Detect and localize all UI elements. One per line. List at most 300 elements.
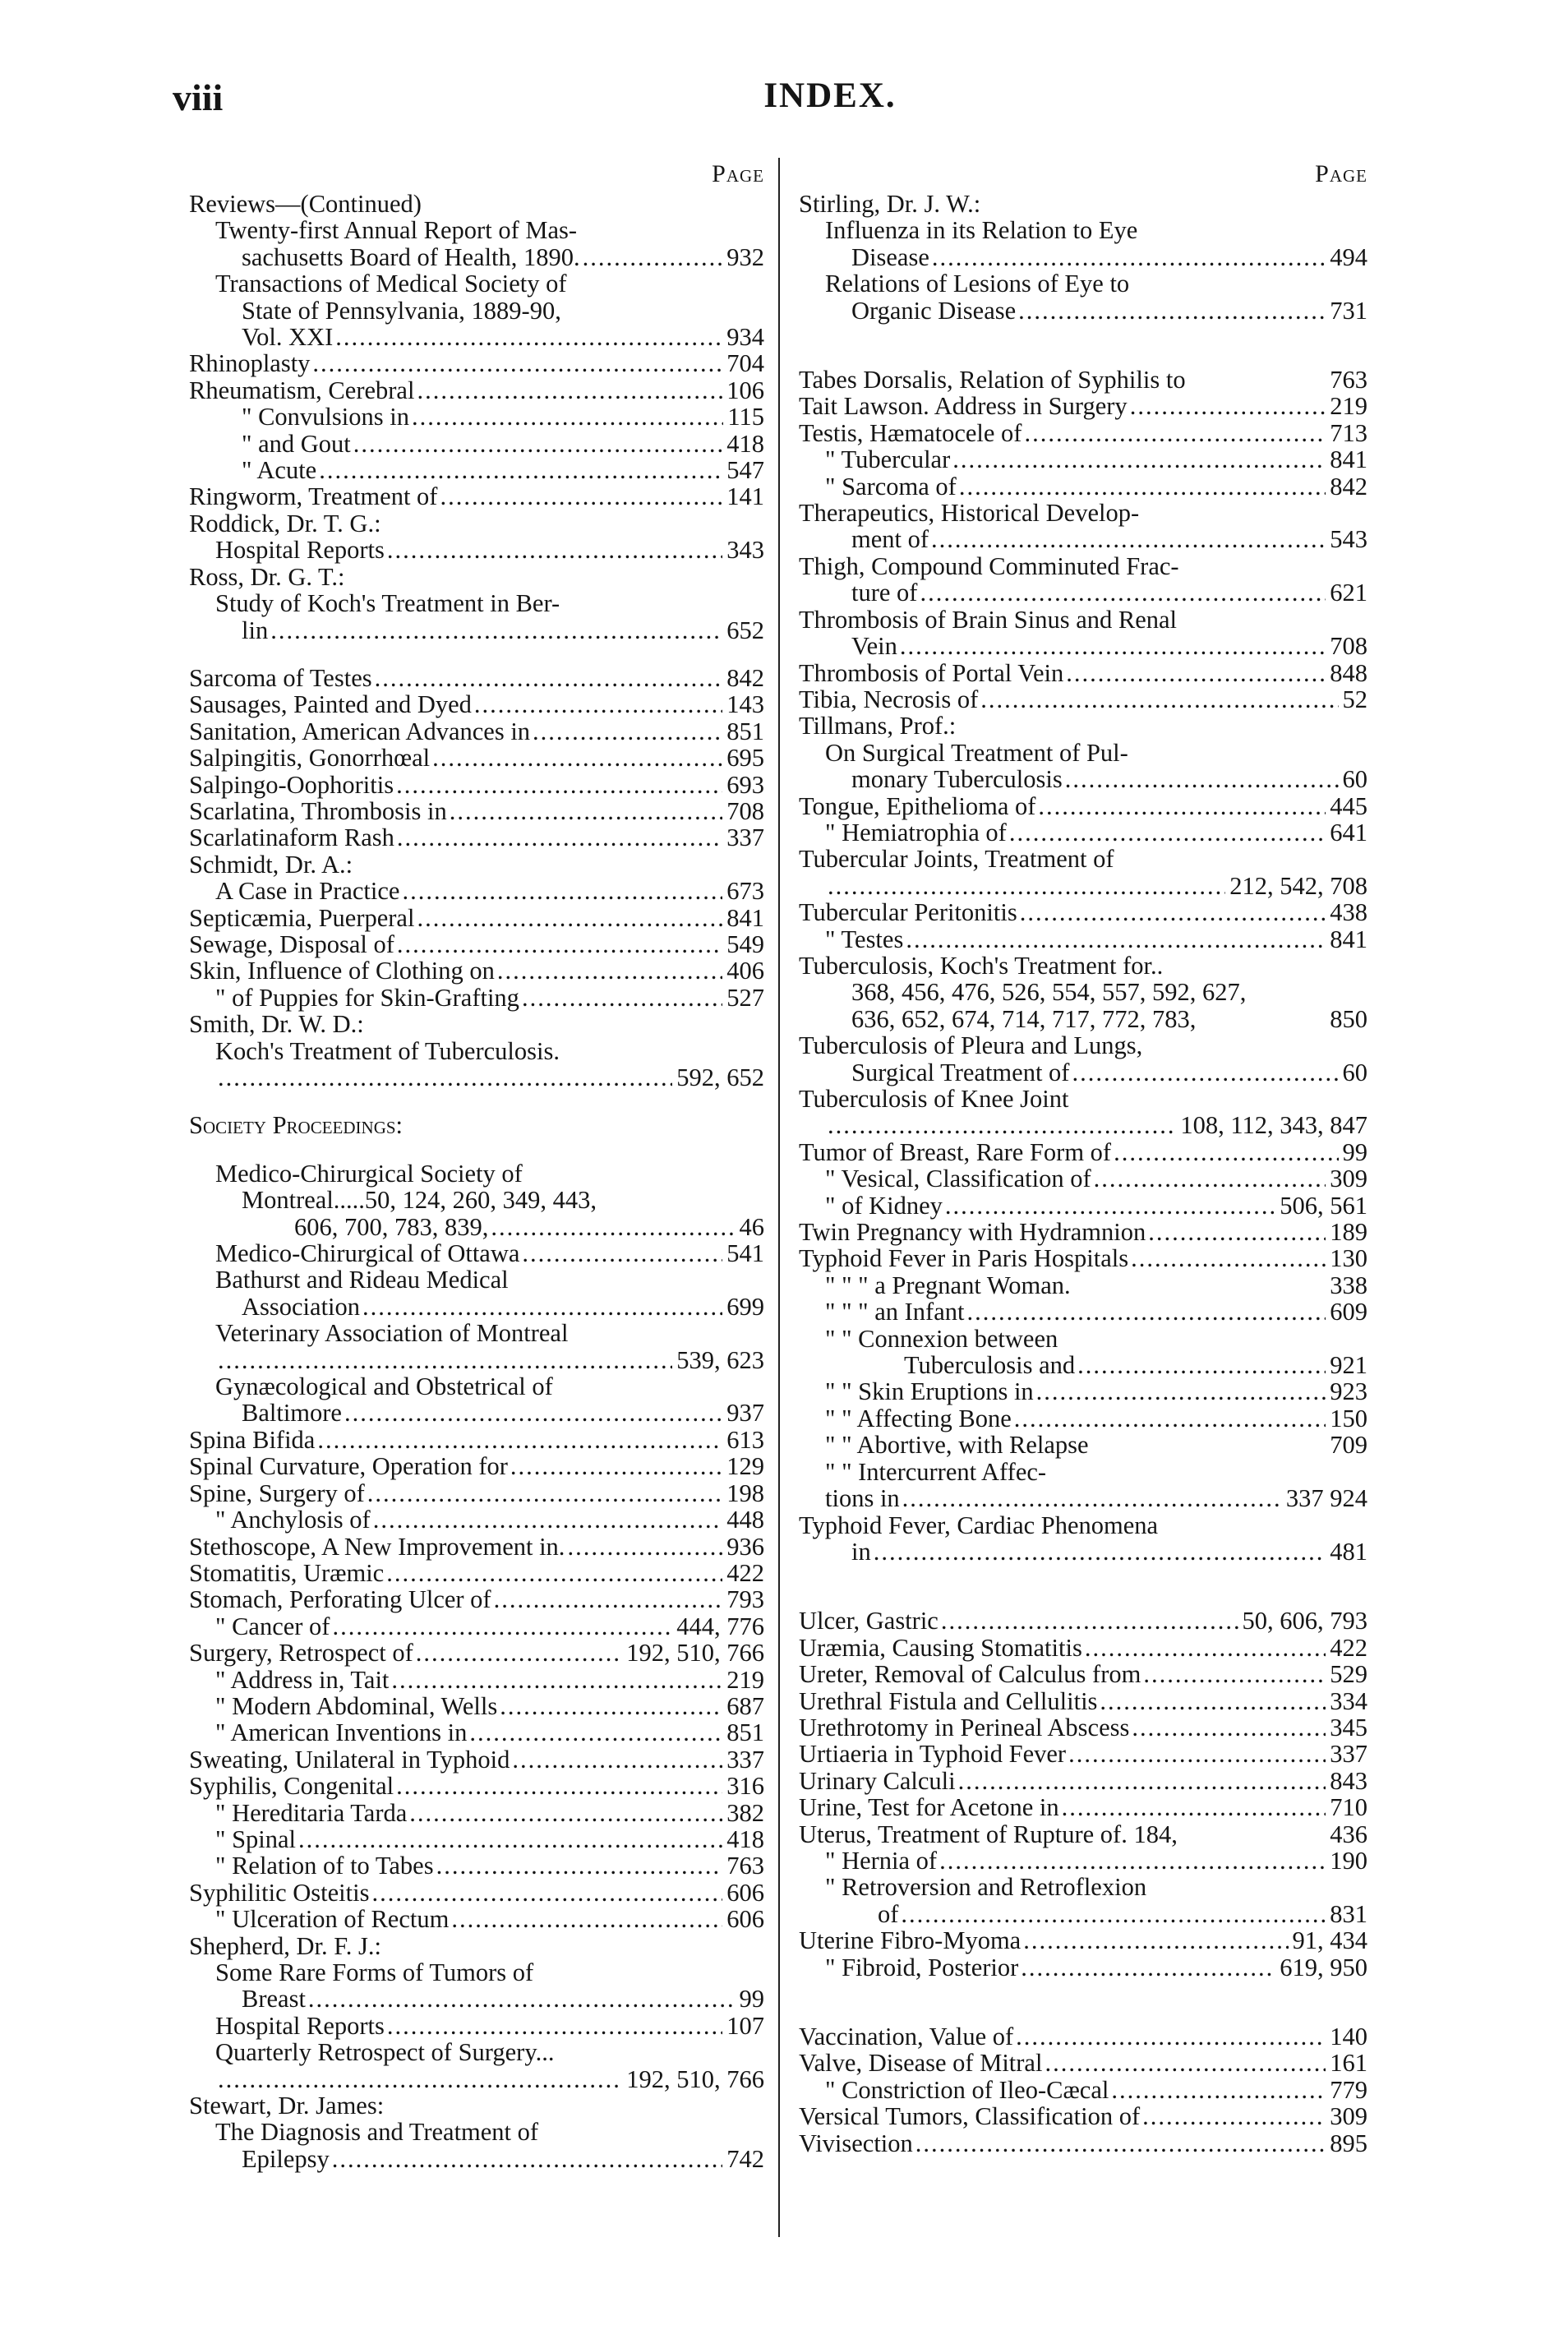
- entry-page-numbers: 436: [1330, 1820, 1367, 1848]
- index-entry: [189, 1187, 764, 1213]
- dot-leader: [317, 1427, 722, 1453]
- entry-page-numbers: 547: [726, 456, 764, 485]
- entry-text: Syphilis, Congenital: [189, 1772, 394, 1801]
- index-entry: [189, 1160, 764, 1187]
- dot-leader: [1020, 899, 1326, 925]
- entry-page-numbers: 687: [726, 1691, 764, 1720]
- index-entry: [799, 1635, 1367, 1661]
- index-entry: [799, 1512, 1367, 1538]
- entry-text: " Ulceration of Rectum: [215, 1905, 450, 1934]
- index-entry: [799, 740, 1367, 766]
- entry-text: Smith, Dr. W. D.:: [189, 1010, 364, 1039]
- entry-text: Sewage, Disposal of: [189, 930, 394, 958]
- entry-text: Stirling, Dr. J. W.:: [799, 190, 981, 218]
- entry-text: Koch's Treatment of Tuberculosis.: [215, 1036, 560, 1065]
- entry-page-numbers: 309: [1330, 2102, 1367, 2131]
- entry-text: Hospital Reports: [215, 2011, 385, 2040]
- left-index-column: [189, 158, 764, 2245]
- dot-leader: [1085, 1635, 1326, 1661]
- index-entry: [189, 1880, 764, 1906]
- dot-leader: [1077, 1352, 1326, 1378]
- index-entry: [799, 1538, 1367, 1565]
- entry-page-numbers: 709: [1330, 1431, 1367, 1460]
- index-entry: [799, 298, 1367, 324]
- index-entry: [189, 1719, 764, 1746]
- entry-text: " Acute: [242, 456, 317, 485]
- entry-page-numbers: 192, 510, 766: [626, 1639, 764, 1668]
- entry-page-numbers: 382: [726, 1798, 764, 1827]
- dot-leader: [966, 1299, 1326, 1325]
- index-entry: [799, 2103, 1367, 2129]
- dot-leader: [417, 377, 722, 404]
- index-entry: [799, 1954, 1367, 1981]
- entry-gap: [189, 644, 764, 665]
- entry-page-numbers: 921: [1330, 1351, 1367, 1380]
- dot-leader: [901, 1901, 1326, 1927]
- index-entry: [799, 1874, 1367, 1900]
- index-entry: [799, 1112, 1367, 1138]
- index-entry: [799, 1219, 1367, 1245]
- entry-page-numbers: 609: [1330, 1298, 1367, 1326]
- index-entry: [189, 1427, 764, 1453]
- entry-text: Organic Disease: [851, 296, 1017, 325]
- entry-text: " Fibroid, Posterior: [825, 1953, 1019, 1981]
- dot-leader: [450, 798, 723, 824]
- index-entry: [799, 1768, 1367, 1794]
- index-entry: [189, 1240, 764, 1266]
- dot-leader: [1024, 420, 1326, 446]
- entry-text: Thrombosis of Brain Sinus and Renal: [799, 605, 1178, 634]
- index-entry: [799, 420, 1367, 446]
- index-entry: [189, 1214, 764, 1240]
- entry-text: Typhoid Fever in Paris Hospitals: [799, 1244, 1129, 1273]
- entry-text: ture of: [851, 579, 918, 607]
- index-entry: [799, 473, 1367, 500]
- entry-page-numbers: 851: [726, 1718, 764, 1747]
- entry-text: Valve, Disease of Mitral: [799, 2049, 1043, 2078]
- entry-text: Spine, Surgery of: [189, 1478, 365, 1507]
- dot-leader: [900, 633, 1326, 659]
- entry-page-numbers: 422: [726, 1558, 764, 1587]
- entry-text: " " Skin Eruptions in: [825, 1377, 1034, 1406]
- entry-text: Tait Lawson. Address in Surgery: [799, 392, 1128, 421]
- dot-leader: [409, 1800, 722, 1826]
- running-title: INDEX.: [763, 76, 897, 115]
- entry-page-numbers: 923: [1330, 1377, 1367, 1406]
- entry-text: Epilepsy: [242, 2144, 330, 2173]
- index-entry: [189, 1112, 764, 1138]
- entry-text: sachusetts Board of Health, 1890.: [242, 242, 580, 271]
- index-entry: [189, 1640, 764, 1666]
- entry-text: Uterus, Treatment of Rupture of. 184,: [799, 1820, 1178, 1848]
- entry-page-numbers: 309: [1330, 1165, 1367, 1193]
- dot-leader: [218, 2066, 622, 2092]
- index-entry: [799, 2023, 1367, 2050]
- index-entry: [189, 1560, 764, 1586]
- index-entry: [189, 1826, 764, 1852]
- entry-text: " " Abortive, with Relapse: [825, 1431, 1089, 1460]
- entry-text: On Surgical Treatment of Pul-: [825, 738, 1128, 767]
- index-entry: [799, 2130, 1367, 2157]
- entry-text: Thigh, Compound Comminuted Frac-: [799, 551, 1179, 580]
- dot-leader: [312, 350, 722, 376]
- index-entry: [799, 1741, 1367, 1767]
- index-entry: [799, 1485, 1367, 1511]
- entry-page-numbers: 763: [726, 1852, 764, 1880]
- dot-leader: [1094, 1165, 1326, 1192]
- entry-page-numbers: 831: [1330, 1899, 1367, 1928]
- index-entry: [189, 691, 764, 717]
- dot-leader: [391, 1667, 722, 1693]
- index-entry: [799, 1847, 1367, 1874]
- entry-page-numbers: 641: [1330, 818, 1367, 846]
- dot-leader: [218, 1064, 672, 1091]
- entry-text: of: [878, 1899, 899, 1928]
- index-entry: [799, 244, 1367, 270]
- index-entry: [189, 931, 764, 957]
- entry-text: " " " a Pregnant Woman.: [825, 1271, 1071, 1299]
- dot-leader: [335, 324, 722, 350]
- index-entry: [799, 526, 1367, 552]
- entry-text: Roddick, Dr. T. G.:: [189, 509, 381, 537]
- index-entry: [189, 431, 764, 457]
- entry-page-numbers: 932: [726, 242, 764, 271]
- dot-leader: [332, 1613, 672, 1640]
- entry-text: Ringworm, Treatment of: [189, 482, 438, 511]
- dot-leader: [402, 878, 722, 904]
- entry-text: Bathurst and Rideau Medical: [215, 1266, 509, 1294]
- index-entry: [189, 1667, 764, 1693]
- entry-page-numbers: 108, 112, 343, 847: [1180, 1111, 1367, 1140]
- index-entry: [189, 1986, 764, 2012]
- entry-text: Tuberculosis, Koch's Treatment for..: [799, 951, 1164, 980]
- entry-page-numbers: 189: [1330, 1218, 1367, 1247]
- dot-leader: [952, 446, 1326, 473]
- entry-page-numbers: 338: [1330, 1271, 1367, 1299]
- entry-text: Association: [242, 1292, 361, 1321]
- entry-text: Typhoid Fever, Cardiac Phenomena: [799, 1511, 1159, 1539]
- dot-leader: [1142, 2103, 1326, 2129]
- dot-leader: [980, 686, 1338, 713]
- entry-page-numbers: 141: [726, 482, 764, 511]
- entry-page-numbers: 99: [1342, 1137, 1367, 1166]
- entry-text: Relations of Lesions of Eye to: [825, 270, 1130, 298]
- entry-text: " Hernia of: [825, 1846, 938, 1875]
- index-entry: [189, 1906, 764, 1932]
- entry-text: " Spinal: [215, 1824, 297, 1853]
- entry-text: Twin Pregnancy with Hydramnion: [799, 1218, 1146, 1247]
- index-entry: [189, 1266, 764, 1293]
- entry-page-numbers: 936: [726, 1532, 764, 1561]
- entry-text: Rheumatism, Cerebral: [189, 376, 415, 404]
- entry-page-numbers: 406: [726, 957, 764, 985]
- dot-leader: [387, 537, 722, 563]
- entry-text: Sweating, Unilateral in Typhoid: [189, 1745, 510, 1774]
- entry-page-numbers: 841: [1330, 925, 1367, 953]
- entry-page-numbers: 343: [726, 536, 764, 565]
- index-entry: [799, 1326, 1367, 1352]
- index-entry: [799, 579, 1367, 606]
- index-entry: [799, 766, 1367, 792]
- entry-page-numbers: 334: [1330, 1686, 1367, 1715]
- dot-leader: [583, 244, 723, 270]
- index-entry: [189, 1534, 764, 1560]
- entry-text: The Diagnosis and Treatment of: [215, 2118, 539, 2147]
- entry-text: Spinal Curvature, Operation for: [189, 1452, 508, 1481]
- entry-text: Tumor of Breast, Rare Form of: [799, 1137, 1112, 1166]
- entry-page-numbers: 316: [726, 1772, 764, 1801]
- dot-leader: [1130, 393, 1326, 419]
- page-header: [173, 76, 1405, 133]
- index-entry: [189, 905, 764, 931]
- entry-text: in: [851, 1537, 871, 1566]
- entry-text: Tillmans, Prof.:: [799, 712, 957, 740]
- index-entry: [799, 553, 1367, 579]
- entry-page-numbers: 130: [1330, 1244, 1367, 1273]
- entry-text: Vaccination, Value of: [799, 2023, 1014, 2050]
- entry-text: Tubercular Joints, Treatment of: [799, 845, 1114, 874]
- entry-text: Sanitation, American Advances in: [189, 717, 531, 745]
- entry-page-numbers: 673: [726, 877, 764, 906]
- entry-page-numbers: 541: [726, 1239, 764, 1268]
- index-entry: [799, 819, 1367, 846]
- entry-text: Some Rare Forms of Tumors of: [215, 1958, 534, 1986]
- index-entry: [799, 1006, 1367, 1032]
- entry-text: Schmidt, Dr. A.:: [189, 850, 353, 879]
- index-entry: [189, 191, 764, 217]
- entry-text: A Case in Practice: [215, 877, 400, 906]
- index-entry: [189, 217, 764, 243]
- entry-page-numbers: 693: [726, 770, 764, 799]
- index-entry: [189, 1959, 764, 1986]
- index-entry: [799, 217, 1367, 243]
- index-entry: [189, 1613, 764, 1640]
- dot-leader: [902, 1485, 1282, 1511]
- index-entry: [189, 1773, 764, 1799]
- dot-leader: [1023, 1927, 1288, 1954]
- entry-page-numbers: 850: [1330, 1004, 1367, 1033]
- entry-text: Syphilitic Osteitis: [189, 1878, 370, 1907]
- entry-page-numbers: 937: [726, 1399, 764, 1428]
- index-entry: [799, 633, 1367, 659]
- entry-text: " Address in, Tait: [215, 1665, 390, 1694]
- entry-text: Testis, Hæmatocele of: [799, 418, 1022, 447]
- entry-page-numbers: 621: [1330, 579, 1367, 607]
- dot-leader: [397, 931, 722, 957]
- entry-page-numbers: 704: [726, 349, 764, 378]
- entry-page-numbers: 150: [1330, 1404, 1367, 1432]
- entry-text: Stomach, Perforating Ulcer of: [189, 1585, 491, 1614]
- entry-text: Veterinary Association of Montreal: [215, 1319, 569, 1348]
- index-entry: [189, 350, 764, 376]
- entry-text: " " Intercurrent Affec-: [825, 1457, 1047, 1486]
- entry-page-numbers: 219: [1330, 392, 1367, 421]
- dot-leader: [932, 244, 1326, 270]
- entry-page-numbers: 848: [1330, 658, 1367, 687]
- dot-leader: [1072, 1059, 1338, 1086]
- index-entry: [189, 270, 764, 297]
- index-entry: [799, 1352, 1367, 1378]
- entry-text: " Vesical, Classification of: [825, 1165, 1091, 1193]
- entry-text: " Constriction of Ileo-Cæcal: [825, 2075, 1109, 2104]
- entry-page-numbers: 708: [1330, 632, 1367, 661]
- entry-page-numbers: 337: [726, 1745, 764, 1774]
- dot-leader: [920, 579, 1326, 606]
- entry-text: " " Connexion between: [825, 1324, 1058, 1353]
- dot-leader: [1009, 819, 1326, 846]
- index-entry: [189, 324, 764, 350]
- dot-leader: [510, 1453, 722, 1479]
- entry-page-numbers: 444, 776: [676, 1612, 764, 1640]
- entry-page-numbers: 212, 542, 708: [1229, 871, 1367, 900]
- entry-text: Society Proceedings:: [189, 1111, 404, 1140]
- entry-page-numbers: 337: [1330, 1740, 1367, 1769]
- index-entry: [189, 2066, 764, 2092]
- index-entries: [189, 191, 764, 2172]
- index-entry: [799, 873, 1367, 899]
- entry-text: Ross, Dr. G. T.:: [189, 562, 345, 591]
- index-entry: [799, 1901, 1367, 1927]
- index-entry: [189, 665, 764, 691]
- entry-text: Therapeutics, Historical Develop-: [799, 499, 1140, 528]
- dot-leader: [1100, 1688, 1326, 1714]
- entry-page-numbers: 52: [1342, 685, 1367, 713]
- entry-page-numbers: 539, 623: [676, 1345, 764, 1374]
- index-entry: [189, 851, 764, 878]
- index-entry: [189, 1453, 764, 1479]
- index-entry: [799, 607, 1367, 633]
- entry-page-numbers: 549: [726, 930, 764, 958]
- dot-leader: [432, 745, 722, 771]
- entry-page-numbers: 842: [726, 663, 764, 692]
- index-entry: [799, 393, 1367, 419]
- entry-page-numbers: 613: [726, 1425, 764, 1454]
- index-entry: [189, 1506, 764, 1533]
- entry-page-numbers: 494: [1330, 242, 1367, 271]
- index-entry: [799, 1714, 1367, 1741]
- index-entry: [799, 846, 1367, 872]
- entry-text: Thrombosis of Portal Vein: [799, 658, 1064, 687]
- entry-text: monary Tuberculosis: [851, 765, 1063, 794]
- index-entry: [799, 1794, 1367, 1820]
- entry-page-numbers: 793: [726, 1585, 764, 1614]
- entry-page-numbers: 198: [726, 1478, 764, 1507]
- entry-page-numbers: 46: [739, 1212, 764, 1241]
- index-entry: [189, 957, 764, 984]
- entry-gap: [799, 2002, 1367, 2023]
- entry-page-numbers: 652: [726, 616, 764, 644]
- entry-text: " Convulsions in: [242, 403, 409, 431]
- entry-text: Tibia, Necrosis of: [799, 685, 979, 713]
- entry-text: Shepherd, Dr. F. J.:: [189, 1931, 381, 1960]
- index-entry: [799, 446, 1367, 473]
- page-number: viii: [173, 76, 224, 118]
- entry-page-numbers: 695: [726, 744, 764, 773]
- index-entry: [799, 1139, 1367, 1165]
- entry-text: Vol. XXI: [242, 323, 334, 352]
- index-entry: [189, 1852, 764, 1879]
- dot-leader: [362, 1294, 722, 1320]
- entry-gap: [189, 1139, 764, 1160]
- dot-leader: [959, 473, 1326, 500]
- entry-text: Tuberculosis of Pleura and Lungs,: [799, 1031, 1143, 1060]
- entry-text: Influenza in its Relation to Eye: [825, 216, 1138, 245]
- entry-text: Stewart, Dr. James:: [189, 2092, 385, 2120]
- index-entry: [799, 2077, 1367, 2103]
- dot-leader: [874, 1538, 1326, 1565]
- index-entry: [799, 1192, 1367, 1219]
- index-entry: [799, 1688, 1367, 1714]
- entry-text: " Tubercular: [825, 445, 951, 474]
- index-entry: [189, 824, 764, 851]
- index-entry: [189, 404, 764, 430]
- dot-leader: [397, 824, 722, 851]
- dot-leader: [567, 1534, 722, 1560]
- entry-text: " " Affecting Bone: [825, 1404, 1012, 1432]
- dot-leader: [270, 617, 722, 644]
- dot-leader: [915, 2130, 1326, 2157]
- entry-page-numbers: 895: [1330, 2129, 1367, 2157]
- dot-leader: [1018, 298, 1326, 324]
- dot-leader: [416, 1640, 623, 1666]
- entry-text: Gynæcological and Obstetrical of: [215, 1372, 553, 1401]
- dot-leader: [474, 691, 722, 717]
- right-index-column: [799, 158, 1367, 2245]
- dot-leader: [440, 483, 722, 510]
- entry-page-numbers: 337 924: [1285, 1484, 1367, 1513]
- entry-page-numbers: 60: [1342, 765, 1367, 794]
- dot-leader: [491, 1214, 735, 1240]
- entry-page-numbers: 161: [1330, 2049, 1367, 2078]
- index-entry: [799, 793, 1367, 819]
- dot-leader: [828, 1112, 1176, 1138]
- index-entry: [799, 1165, 1367, 1192]
- dot-leader: [522, 985, 722, 1011]
- entry-page-numbers: 779: [1330, 2075, 1367, 2104]
- entry-text: Hospital Reports: [215, 536, 385, 565]
- entry-page-numbers: 481: [1330, 1537, 1367, 1566]
- dot-leader: [1038, 793, 1326, 819]
- index-entry: [799, 270, 1367, 297]
- entry-gap: [799, 1981, 1367, 2002]
- entry-page-numbers: 731: [1330, 296, 1367, 325]
- dot-leader: [906, 926, 1326, 953]
- entry-gap: [799, 1586, 1367, 1608]
- entry-text: " Retroversion and Retroflexion: [825, 1873, 1147, 1902]
- entry-page-numbers: 843: [1330, 1766, 1367, 1795]
- index-entry: [799, 979, 1367, 1005]
- entry-text: Twenty-first Annual Report of Mas-: [215, 216, 578, 245]
- index-entry: [799, 1405, 1367, 1432]
- entry-text: Vein: [851, 632, 897, 661]
- index-entry: [189, 244, 764, 270]
- dot-leader: [451, 1906, 722, 1932]
- entry-gap: [799, 345, 1367, 367]
- index-entry: [799, 1432, 1367, 1458]
- index-entry: [799, 1299, 1367, 1325]
- entry-text: Urtiaeria in Typhoid Fever: [799, 1740, 1067, 1769]
- entry-page-numbers: 190: [1330, 1846, 1367, 1875]
- index-entry: [799, 1272, 1367, 1299]
- entry-text: Disease: [851, 242, 929, 271]
- index-entry: [189, 377, 764, 404]
- index-entry: [189, 298, 764, 324]
- entry-text: Sausages, Painted and Dyed: [189, 690, 472, 719]
- entry-text: Spina Bifida: [189, 1425, 316, 1454]
- entry-page-numbers: 708: [726, 796, 764, 825]
- dot-leader: [353, 431, 723, 457]
- dot-leader: [319, 457, 722, 483]
